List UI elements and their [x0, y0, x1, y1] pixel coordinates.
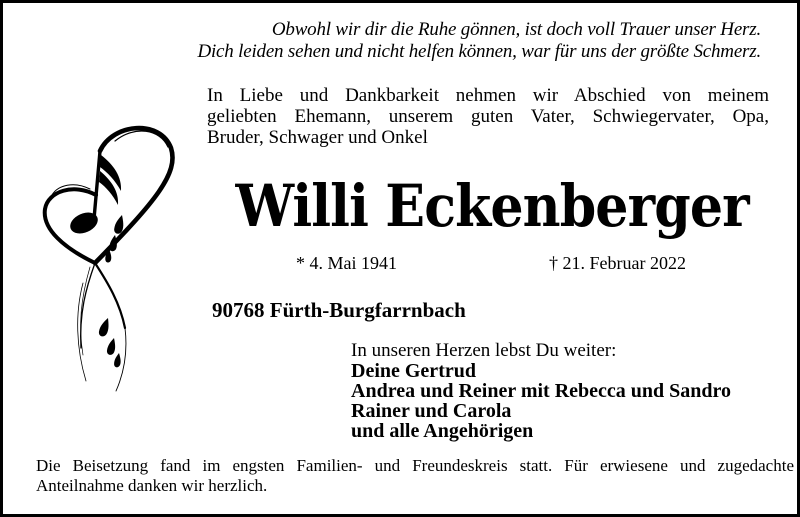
- intro-line-2: geliebten Ehemann, unserem guten Vater, Schwiegervater, Opa,: [207, 106, 769, 127]
- deceased-name-text: Willi Eckenberger: [235, 172, 749, 240]
- birth-date: * 4. Mai 1941: [296, 253, 397, 273]
- farewell-heading: In unseren Herzen lebst Du weiter:: [351, 340, 617, 361]
- mourner-line: Andrea und Reiner mit Rebecca und Sandro: [351, 380, 732, 402]
- address-line: 90768 Fürth-Burgfarrnbach: [212, 298, 466, 322]
- epigraph-line-1: Obwohl wir dir die Ruhe gönnen, ist doch voll Trauer unser Herz.: [271, 19, 761, 40]
- footer-line-1: Die Beisetzung fand im engsten Familien- und Freundeskreis statt. Für erwiesene und zugedachte: [36, 456, 794, 475]
- mourner-line: Rainer und Carola: [351, 400, 512, 422]
- epigraph: [197, 19, 761, 63]
- footer-note: [36, 456, 794, 495]
- mourner-line: Deine Gertrud: [351, 360, 476, 382]
- intro-paragraph: [207, 85, 769, 148]
- death-date: † 21. Februar 2022: [549, 253, 686, 273]
- footer-line-2: Anteilnahme danken wir herzlich.: [36, 475, 268, 495]
- deceased-name: [207, 172, 769, 240]
- mourner-line: und alle Angehörigen: [351, 420, 534, 442]
- farewell-block: [351, 340, 731, 441]
- epigraph-line-2: Dich leiden sehen und nicht helfen können, war für uns der größte Schmerz.: [197, 41, 761, 62]
- intro-line-1: In Liebe und Dankbarkeit nehmen wir Abschied von meinem: [207, 85, 769, 106]
- heart-music-note-icon: [18, 103, 198, 403]
- intro-line-3: Bruder, Schwager und Onkel: [207, 127, 428, 148]
